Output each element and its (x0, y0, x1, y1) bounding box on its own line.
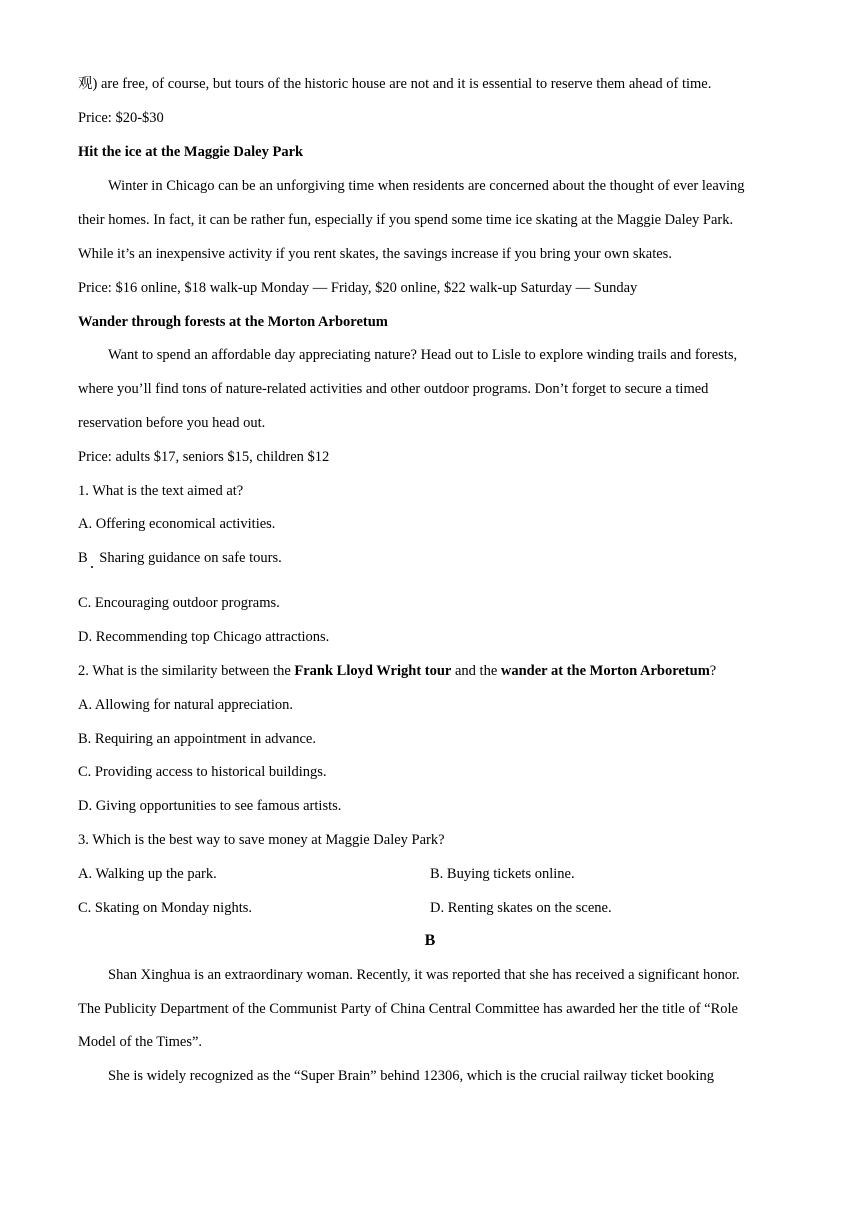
q1-option-b (78, 551, 282, 566)
morton-heading: Wander through forests at the Morton Arboretum (78, 314, 388, 330)
maggie-price: Price: $16 online, $18 walk-up Monday — Friday, $20 online, $22 walk-up Saturday — Sunday (78, 280, 638, 296)
q2-option-c: C. Providing access to historical buildings. (78, 764, 327, 780)
morton-line-2: where you’ll find tons of nature-related activities and other outdoor programs. Don’t forget to secure a timed (78, 381, 709, 397)
section-b-line-3: Model of the Times”. (78, 1034, 203, 1050)
stray-dot (91, 566, 93, 568)
section-b-label: B (424, 932, 436, 949)
section-b-line-4: She is widely recognized as the “Super Brain” behind 12306, which is the crucial railway ticket booking (108, 1068, 715, 1084)
q3-option-c: C. Skating on Monday nights. (78, 900, 253, 916)
q2-stem-post: ? (709, 663, 717, 679)
morton-price: Price: adults $17, seniors $15, children $12 (78, 449, 330, 465)
intro-price: Price: $20-$30 (78, 110, 164, 126)
q1-option-c: C. Encouraging outdoor programs. (78, 595, 280, 611)
q1-stem: 1. What is the text aimed at? (78, 483, 244, 499)
q2-option-b: B. Requiring an appointment in advance. (78, 731, 316, 747)
q2-stem-bold-2: wander at the Morton Arboretum (500, 663, 710, 679)
q2-stem (78, 664, 716, 679)
maggie-line-1: Winter in Chicago can be an unforgiving time when residents are concerned about the thought of ever leaving (108, 178, 745, 194)
intro-line: 观) are free, of course, but tours of the historic house are not and it is essential to reserve them ahead of time. (78, 76, 712, 92)
q3-option-b: B. Buying tickets online. (430, 866, 575, 882)
q1-option-a: A. Offering economical activities. (78, 516, 276, 532)
morton-line-1: Want to spend an affordable day appreciating nature? Head out to Lisle to explore winding trails and forests, (108, 347, 738, 363)
q2-stem-mid: and the (451, 663, 501, 679)
q3-option-a: A. Walking up the park. (78, 866, 217, 882)
q2-option-d: D. Giving opportunities to see famous artists. (78, 798, 342, 814)
q3-stem: 3. Which is the best way to save money at Maggie Daley Park? (78, 832, 445, 848)
q2-option-a: A. Allowing for natural appreciation. (78, 697, 294, 713)
q2-stem-bold-1: Frank Lloyd Wright tour (294, 663, 452, 679)
maggie-heading: Hit the ice at the Maggie Daley Park (78, 144, 304, 160)
q3-option-d: D. Renting skates on the scene. (430, 900, 612, 916)
q1-option-d: D. Recommending top Chicago attractions. (78, 629, 330, 645)
section-b-line-1: Shan Xinghua is an extraordinary woman. Recently, it was reported that she has received a significant honor. (108, 967, 740, 983)
maggie-line-2: their homes. In fact, it can be rather fun, especially if you spend some time ice skating at the Maggie Daley Park. (78, 212, 734, 228)
q2-stem-pre: 2. What is the similarity between the (78, 663, 295, 679)
q1-option-b-text: Sharing guidance on safe tours. (99, 550, 282, 566)
section-b-line-2: The Publicity Department of the Communist Party of China Central Committee has awarded her the title of “Role (78, 1001, 738, 1017)
q1-option-b-letter: B (78, 550, 88, 566)
morton-line-3: reservation before you head out. (78, 415, 266, 431)
maggie-line-3: While it’s an inexpensive activity if you rent skates, the savings increase if you bring your own skates. (78, 246, 672, 262)
